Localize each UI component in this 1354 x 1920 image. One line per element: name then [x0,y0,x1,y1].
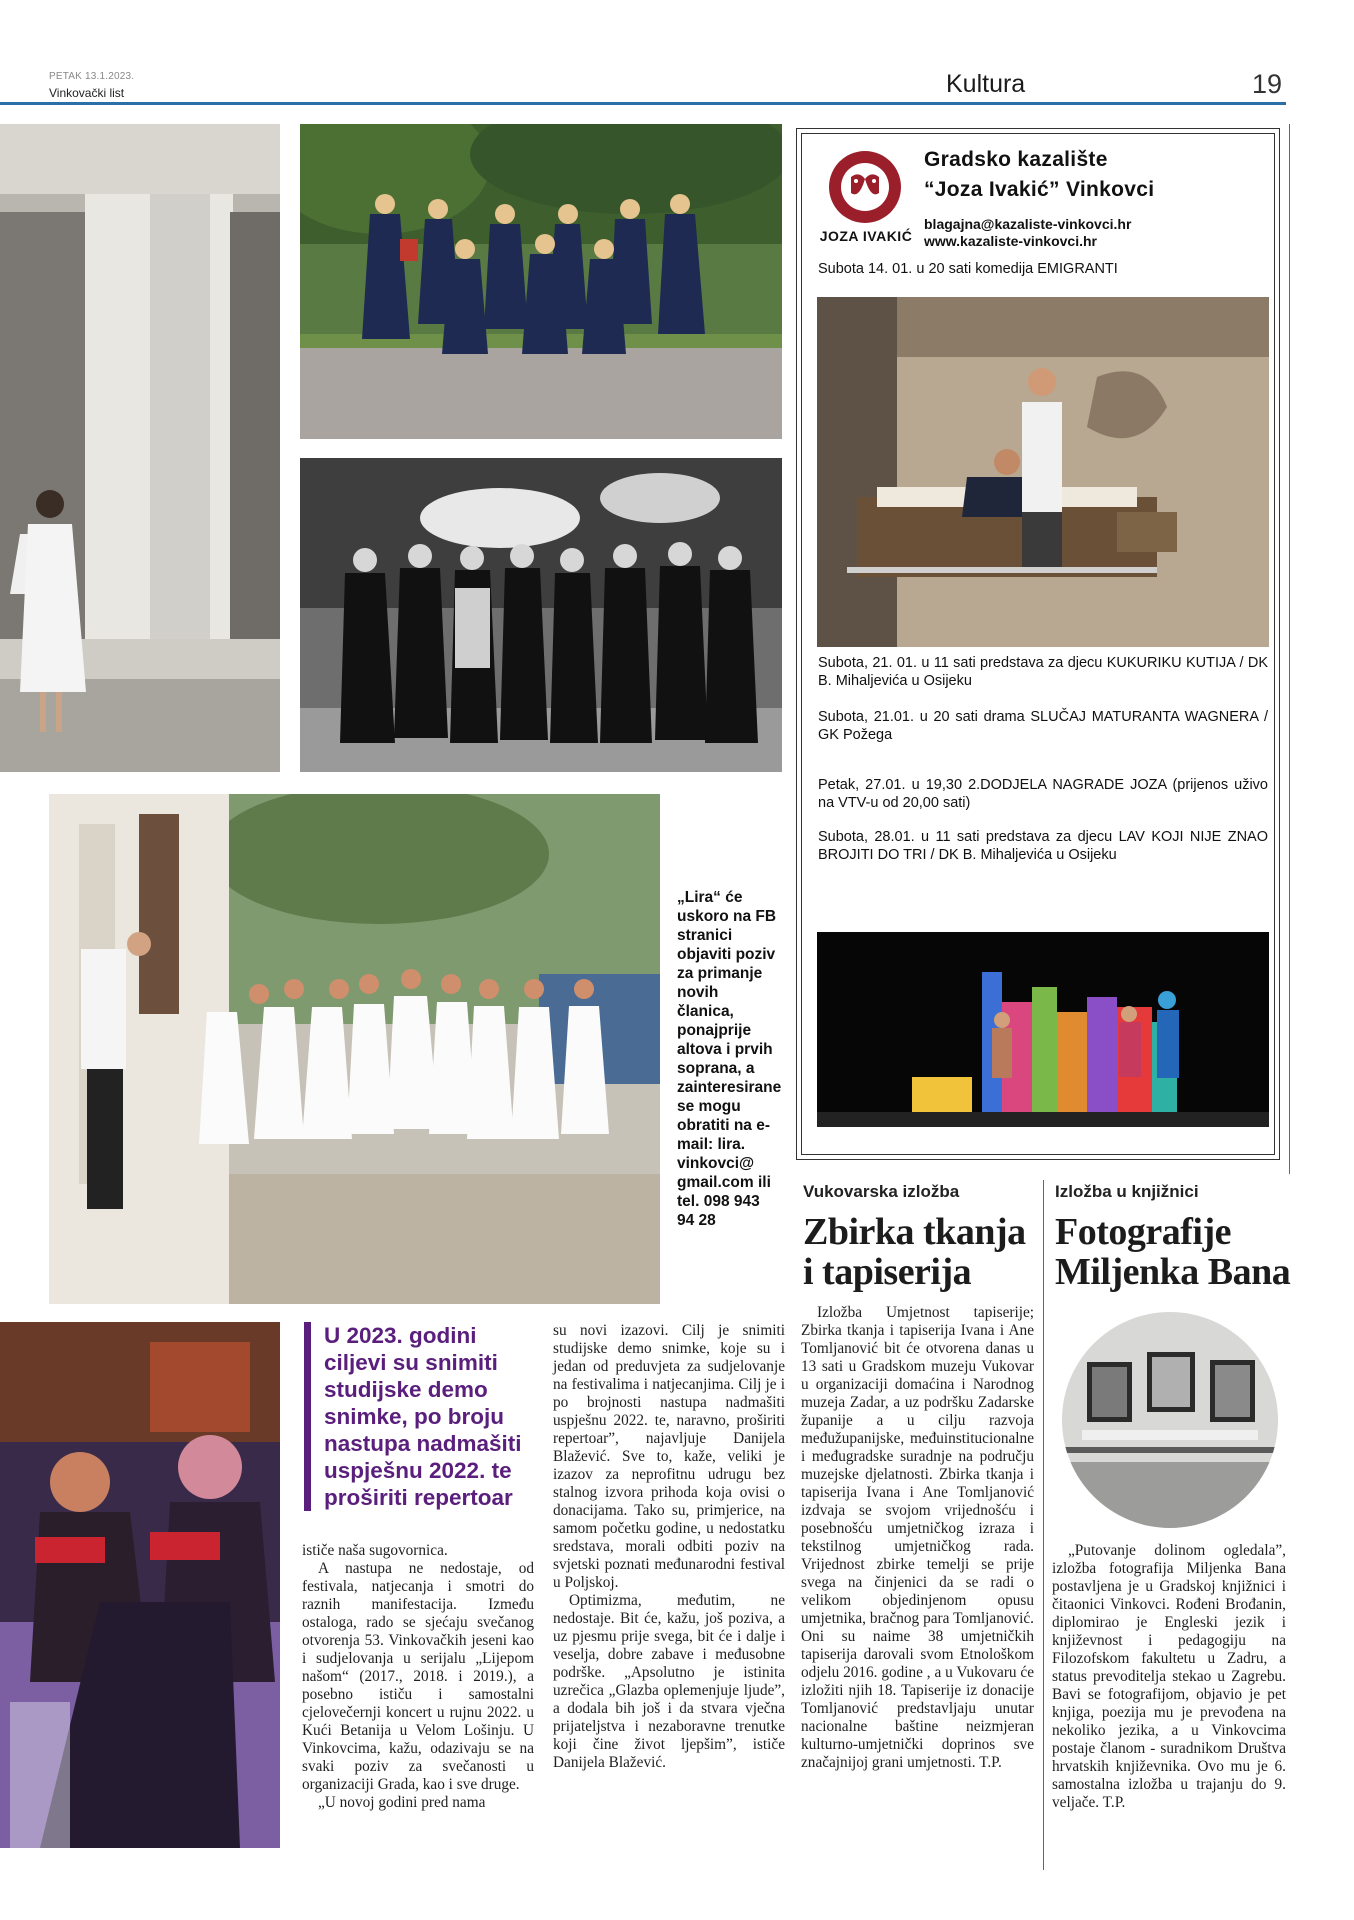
lira-article-column-1 [302,1542,534,1812]
theatre-contact [924,216,1131,250]
theatre-logo [815,147,915,232]
header-rule [0,102,1286,105]
theatre-box-frame [801,133,1275,1155]
photo-play-emigranti [817,297,1269,647]
theatre-event-1: Subota 14. 01. u 20 sati komedija EMIGRANTI [818,261,1118,277]
photo-choir-park [300,124,782,439]
paragraph: Izložba Umjetnost tapiserije; Zbirka tkanja i tapiserija Ivana i Ane Tomljanović bit će otvorena danas u 13 sati u Gradskom muzeju Vukovar u organizaciji domaćina i Narodnog muzeja Zadar, a uz podršku Zadarske županije a u cilju razvoja međužupanijske, međuinstitucionalne i međugradske suradnje na području muzejske djelatnosti. Zbirka tkanja i tapiserija Ivana i Ane Tomljanović izdvaja se svojom vrijednošću i posebnošću umjetničkog izraza i tekstilnog umjetničkog rada. Vrijednost zbirke temelji se prije svega na činjenici da se radi o velikom objedinjenom opusu umjetnika, bračnog para Tomljanović. Oni su naime 38 umjetničkih tapiserija darovali svom Etnološkom odjelu 2016. godine , a u Vukovaru će izložiti njih 18. Tapiserije iz donacije Tomljanović predstavljaju unutar nacionalne baštine neizmjeran kulturno-umjetnički doprinos sve značajnijoj grani umjetnosti. T.P. [801,1304,1034,1771]
theatre-title-line-1: Gradsko kazalište [924,148,1108,171]
tapestry-headline-line-2: i tapiserija [803,1251,972,1293]
paragraph: Optimizma, međutim, ne nedostaje. Bit će, kažu, još poziva, a uz pjesmu prije svega, bit će i dalje i veselja, dobre zabave i međusobne podrške. „Apsolutno je istinita uzrečica „Glazba oplemenjuje ljude”, a dodala bih još i da stvara vječna prijateljstva i nezaboravne trenutke koji čine život ljepšim”, ističe Danijela Blažević. [553,1592,785,1771]
photos-headline-line-1: Fotografije [1055,1211,1231,1253]
photos-body [1052,1542,1286,1812]
pull-quote: U 2023. godini ciljevi su snimiti studijske demo snimke, po broju nastupa nadmašiti uspješnu 2022. te proširiti repertoar [304,1322,532,1511]
theatre-program-box [796,128,1280,1160]
lira-caption: „Lira“ će uskoro na FB stranici objaviti poziv za primanje novih članica, ponajprije altova i prvih soprana, a zainteresirane se mogu obratiti na e-mail: lira. vinkovci@ gmail.com ili tel. 098 943 94 28 [677,889,782,1229]
photos-headline [1055,1212,1290,1292]
theatre-event-5: Subota, 28.01. u 11 sati predstava za djecu LAV KOJI NIJE ZNAO BROJITI DO TRI / DK B. Mihaljevića u Osijeku [818,829,1268,863]
photo-singer-by-column [0,124,280,772]
tapestry-headline [803,1212,1026,1292]
tapestry-headline-line-1: Zbirka tkanja [803,1211,1026,1253]
photo-choir-winter-bw [300,458,782,772]
page-number: 19 [1252,69,1283,99]
newspaper-name: Vinkovački list [49,86,125,100]
lira-article-column-2 [553,1322,785,1772]
theatre-event-2: Subota, 21. 01. u 11 sati predstava za djecu KUKURIKU KUTIJA / DK B. Mihaljevića u Osijeku [818,655,1268,689]
photos-headline-line-2: Miljenka Bana [1055,1251,1291,1293]
theatre-email[interactable]: blagajna@kazaliste-vinkovci.hr [924,216,1132,232]
theatre-logo-text: JOZA IVAKIĆ [819,228,913,244]
paragraph: „Putovanje dolinom ogledala”, izložba fotografija Miljenka Bana postavljena je u Gradskoj knjižnici i čitaonici Vinkovci. Rođeni Brođanin, diplomirao je Engleski jezik i književnost i pedagogiju na Filozofskom fakultetu u Zadru, a status prevoditelja stekao u Zagrebu. Bavi se fotografijom, objavio je pet knjiga, poezija mu je prevođena na nekoliko jezika, a u Vinkovcima postaje članom - suradnikom Društva hrvatskih književnika. Ovo mu je 6. samostalna izložba u trajanju do 9. veljače. T.P. [1052,1542,1286,1811]
tapestry-kicker: Vukovarska izložba [803,1182,960,1201]
photo-singers-stage [0,1322,280,1848]
theatre-title-line-2: “Joza Ivakić” Vinkovci [924,178,1155,201]
paragraph: A nastupa ne nedostaje, od festivala, natjecanja i smotri do raznih manifestacija. Između ostaloga, rado se sjećaju svečanog otvorenja 53. Vinkovačkih jeseni kao i sudjelovanja u serijalu „Lijepom našom“ (2017., 2018. i 2019.), a posebno ističu i samostalni cjelovečernji koncert u rujnu 2022. u Kući Betanija u Velom Lošinju. U Vinkovcima, kažu, odazivaju se na svaki poziv za svečanosti u organizaciji Grada, kao i sve druge. [302,1560,534,1793]
paragraph: „U novoj godini pred nama [318,1794,486,1811]
tapestry-body [801,1304,1034,1772]
paragraph: ističe naša sugovornica. [302,1542,448,1559]
theatre-website[interactable]: www.kazaliste-vinkovci.hr [924,233,1097,249]
photos-kicker: Izložba u knjižnici [1055,1182,1199,1201]
photo-children-play [817,932,1269,1127]
theatre-event-3: Subota, 21.01. u 20 sati drama SLUČAJ MATURANTA WAGNERA / GK Požega [818,709,1268,743]
column-rule-right [1289,124,1290,1174]
section-title: Kultura [946,70,1026,98]
issue-date: PETAK 13.1.2023. [49,71,135,82]
theatre-event-4: Petak, 27.01. u 19,30 2.DODJELA NAGRADE JOZA (prijenos uživo na VTV-u od 20,00 sati) [818,777,1268,811]
photo-exhibition-circle [1062,1312,1278,1528]
paragraph: su novi izazovi. Cilj je snimiti studijske demo snimke, koje su i jedan od preduvjeta za sudjelovanje na festivalima i natjecanjima. Cilj je i po brojnosti nastupa nadmašiti uspješnu 2022. te, naravno, proširiti repertoar”, najavljuje Danijela Blažević. Sve to, kaže, veliki je izazov za neprofitnu udrugu bez stalnog izvora prihoda koja ovisi o donacijama. Tako su, primjerice, na samom početku godine, u nedostatku sredstava, morali odbiti poziv na svjetski poznati međunarodni festival u Poljskoj. [553,1322,785,1591]
column-rule-articles [1043,1180,1044,1870]
photo-choir-white-dresses [49,794,660,1304]
